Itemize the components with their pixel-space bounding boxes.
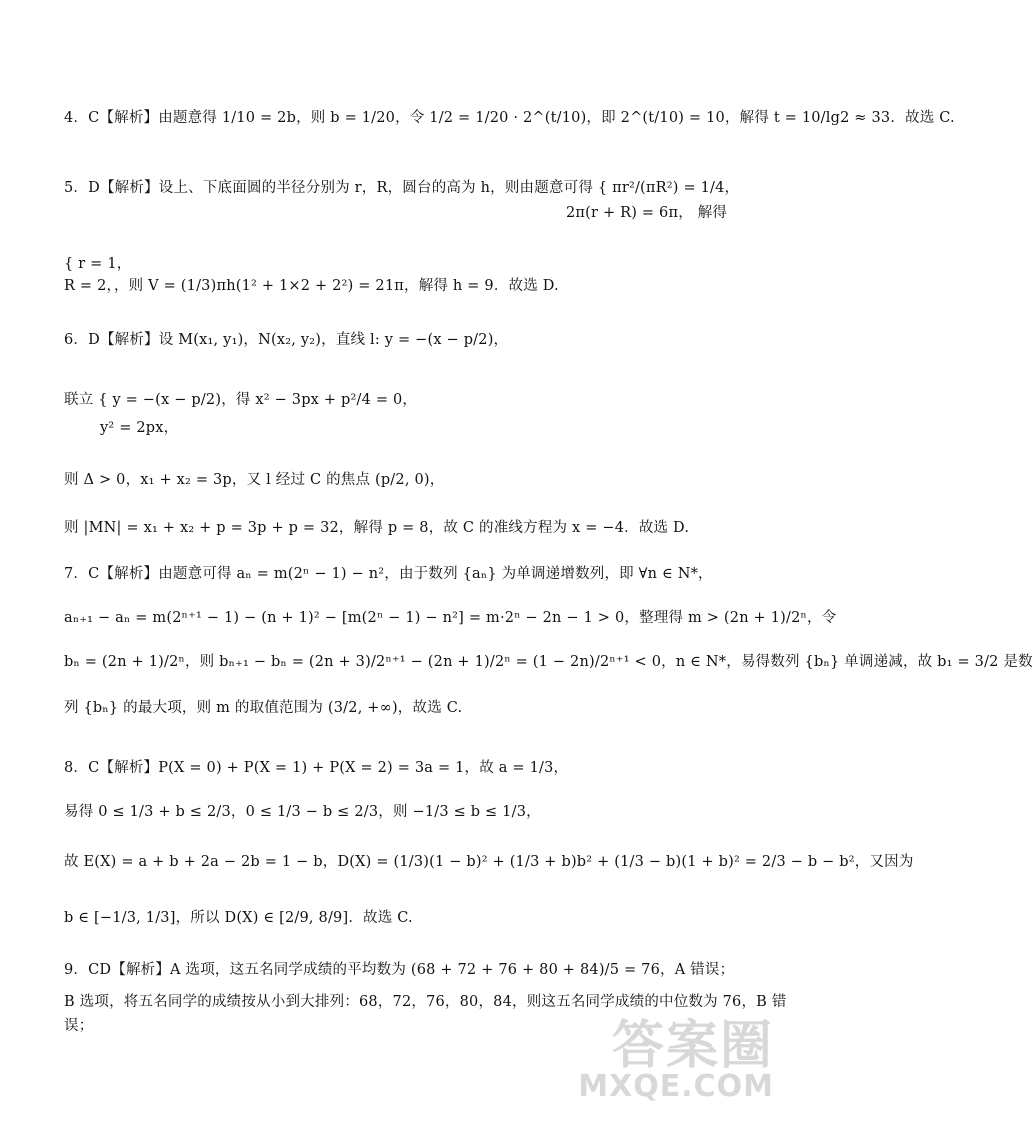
solution-7-line-3: bₙ = (2n + 1)/2ⁿ，则 bₙ₊₁ − bₙ = (2n + 3)/2ⁿ⁺¹ − (2n + 1)/2ⁿ = (1 − 2n)/2ⁿ⁺¹ < 0，n ∈ N*，易得数列 {bₙ} 单调递减，故 b₁ = 3/2 是数 [64,654,1033,670]
solution-7-line-1: 7．C【解析】由题意可得 aₙ = m(2ⁿ − 1) − n²，由于数列 {aₙ} 为单调递增数列，即 ∀n ∈ N*， [64,566,713,582]
solution-8-line-2: 易得 0 ≤ 1/3 + b ≤ 2/3，0 ≤ 1/3 − b ≤ 2/3，则 −1/3 ≤ b ≤ 1/3， [64,804,541,820]
solution-9-line-3: 误； [64,1018,94,1034]
solution-8-line-4: b ∈ [−1/3, 1/3]，所以 D(X) ∈ [2/9, 8/9]．故选 C. [64,910,413,926]
solution-9-line-1: 9．CD【解析】A 选项，这五名同学成绩的平均数为 (68 + 72 + 76 + 80 + 84)/5 = 76，A 错误； [64,962,735,978]
solution-6-line-1: 6．D【解析】设 M(x₁, y₁)，N(x₂, y₂)，直线 l: y = −(x − p/2)， [64,332,509,348]
watermark-url: MXQE.COM [578,1069,774,1104]
watermark-text: 答案圈 [611,1016,774,1076]
solution-9-line-2: B 选项，将五名同学的成绩按从小到大排列：68，72，76，80，84，则这五名同学成绩的中位数为 76，B 错 [64,994,787,1010]
solution-5-line-1: 5．D【解析】设上、下底面圆的半径分别为 r，R，圆台的高为 h，则由题意可得 { πr²/(πR²) = 1/4， [64,180,740,196]
solution-8-line-1: 8．C【解析】P(X = 0) + P(X = 1) + P(X = 2) = 3a = 1，故 a = 1/3， [64,760,569,776]
solution-8-line-3: 故 E(X) = a + b + 2a − 2b = 1 − b，D(X) = (1/3)(1 − b)² + (1/3 + b)b² + (1/3 − b)(1 + b)² = 2/3 − b − b²，又因为 [64,854,914,870]
solution-7-line-4: 列 {bₙ} 的最大项，则 m 的取值范围为 (3/2, +∞)，故选 C. [64,700,463,716]
solution-5-line-4: R = 2，，则 V = (1/3)πh(1² + 1×2 + 2²) = 21π，解得 h = 9．故选 D. [64,278,559,294]
solution-5-line-2: 2π(r + R) = 6π， 解得 [566,205,728,221]
solution-6-line-4: 则 Δ > 0，x₁ + x₂ = 3p，又 l 经过 C 的焦点 (p/2, 0)， [64,472,445,488]
solution-6-line-2: 联立 { y = −(x − p/2)，得 x² − 3px + p²/4 = 0， [64,392,418,408]
solution-7-line-2: aₙ₊₁ − aₙ = m(2ⁿ⁺¹ − 1) − (n + 1)² − [m(2ⁿ − 1) − n²] = m·2ⁿ − 2n − 1 > 0，整理得 m > (2n + 1)/2ⁿ，令 [64,610,837,626]
watermark-logo [578,1003,774,1113]
solution-4-line: 4．C【解析】由题意得 1/10 = 2b，则 b = 1/20，令 1/2 = 1/20 · 2^(t/10)，即 2^(t/10) = 10，解得 t = 10/lg2 ≈ 33．故选 C. [64,110,955,126]
solution-6-line-3: y² = 2px， [100,420,179,436]
solution-5-line-3: { r = 1， [64,256,132,272]
solution-6-line-5: 则 |MN| = x₁ + x₂ + p = 3p + p = 32，解得 p = 8，故 C 的准线方程为 x = −4．故选 D. [64,520,690,536]
